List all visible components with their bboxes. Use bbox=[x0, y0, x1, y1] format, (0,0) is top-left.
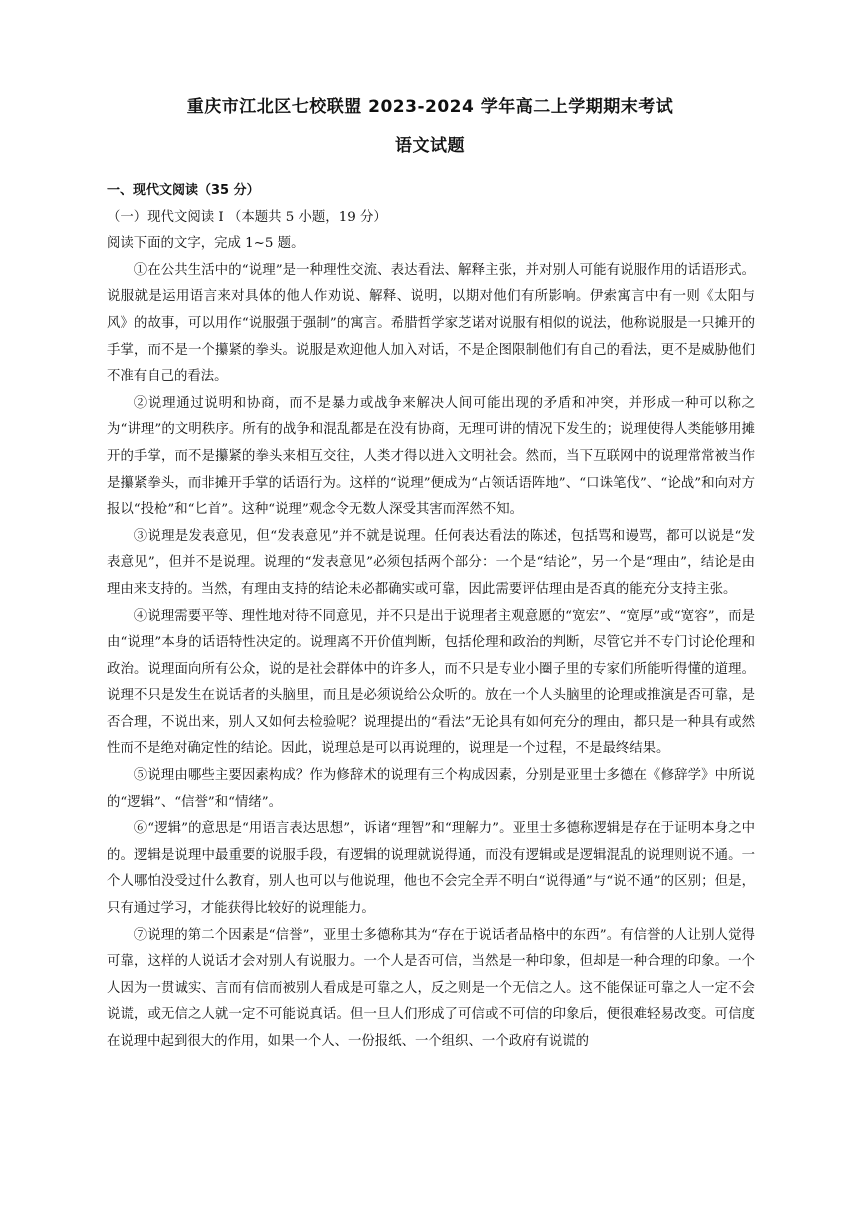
paragraph-2: ②说理通过说明和协商，而不是暴力或战争来解决人间可能出现的矛盾和冲突，并形成一种可以称之为“讲理”的文明秩序。所有的战争和混乱都是在没有协商，无理可讲的情况下发生的；说理使得人类能够用摊开的手掌，而不是攥紧的拳头来相互交往，人类才得以进入文明社会。然而，当下互联网中的说理常常被当作是攥紧拳头，而非摊开手掌的话语行为。这样的“说理”便成为“占领话语阵地”、“口诛笔伐”、“论战”和向对方报以“投枪”和“匕首”。这种“说理”观念令无数人深受其害而浑然不知。 bbox=[107, 395, 755, 518]
section-subheading: （一）现代文阅读 I （本题共 5 小题，19 分） bbox=[107, 209, 387, 225]
paragraph-4: ④说理需要平等、理性地对待不同意见，并不只是出于说理者主观意愿的“宽宏”、“宽厚”或“宽容”，而是由“说理”本身的话语特性决定的。说理离不开价值判断，包括伦理和政治的判断，尽管它并不专门讨论伦理和政治。说理面向所有公众，说的是社会群体中的许多人，而不只是专业小圈子里的专家们所能听得懂的道理。说理不只是发生在说话者的头脑里，而且是必须说给公众听的。放在一个人头脑里的论理或推演是否可靠，是否合理，不说出来，别人又如何去检验呢？说理提出的“看法”无论具有如何充分的理由，都只是一种具有或然性而不是绝对确定性的结论。因此，说理总是可以再说理的，说理是一个过程，不是最终结果。 bbox=[107, 608, 755, 757]
paragraph-3: ③说理是发表意见，但“发表意见”并不就是说理。任何表达看法的陈述，包括骂和谩骂，都可以说是“发表意见”，但并不是说理。说理的“发表意见”必须包括两个部分：一个是“结论”，另一个是“理由”，结论是由理由来支持的。当然，有理由支持的结论未必都确实或可靠，因此需要评估理由是否真的能充分支持主张。 bbox=[107, 528, 755, 597]
paragraph-1: ①在公共生活中的“说理”是一种理性交流、表达看法、解释主张，并对别人可能有说服作用的话语形式。说服就是运用语言来对具体的他人作劝说、解释、说明，以期对他们有所影响。伊索寓言中有一则《太阳与风》的故事，可以用作“说服强于强制”的寓言。希腊哲学家芝诺对说服有相似的说法，他称说服是一只摊开的手掌，而不是一个攥紧的拳头。说服是欢迎他人加入对话，不是企图限制他们有自己的看法，更不是威胁他们不准有自己的看法。 bbox=[107, 262, 755, 385]
reading-section bbox=[107, 178, 755, 1056]
paragraph-7: ⑦说理的第二个因素是“信誉”，亚里士多德称其为“存在于说话者品格中的东西”。有信誉的人让别人觉得可靠，这样的人说话才会对别人有说服力。一个人是否可信，当然是一种印象，但却是一种合理的印象。一个人因为一贯诚实、言而有信而被别人看成是可靠之人，反之则是一个无信之人。这不能保证可靠之人一定不会说谎，或无信之人就一定不可能说真话。但一旦人们形成了可信或不可信的印象后，便很难轻易改变。可信度在说理中起到很大的作用，如果一个人、一份报纸、一个组织、一个政府有说谎的 bbox=[107, 927, 755, 1049]
document-title: 重庆市江北区七校联盟 2023-2024 学年高二上学期期末考试 bbox=[186, 97, 674, 117]
paragraph-6: ⑥“逻辑”的意思是“用语言表达思想”，诉诸“理智”和“理解力”。亚里士多德称逻辑是存在于证明本身之中的。逻辑是说理中最重要的说服手段，有逻辑的说理就说得通，而没有逻辑或是逻辑混乱的说理则说不通。一个人哪怕没受过什么教育，别人也可以与他说理，他也不会完全弄不明白“说得通”与“说不通”的区别；但是，只有通过学习，才能获得比较好的说理能力。 bbox=[107, 821, 755, 917]
instruction-text: 阅读下面的文字，完成 1~5 题。 bbox=[107, 236, 305, 252]
section-heading: 一、现代文阅读（35 分） bbox=[107, 183, 260, 198]
document-subtitle: 语文试题 bbox=[395, 136, 465, 156]
paragraph-5: ⑤说理由哪些主要因素构成？作为修辞术的说理有三个构成因素，分别是亚里士多德在《修辞学》中所说的“逻辑”、“信誉”和“情绪”。 bbox=[107, 768, 755, 810]
